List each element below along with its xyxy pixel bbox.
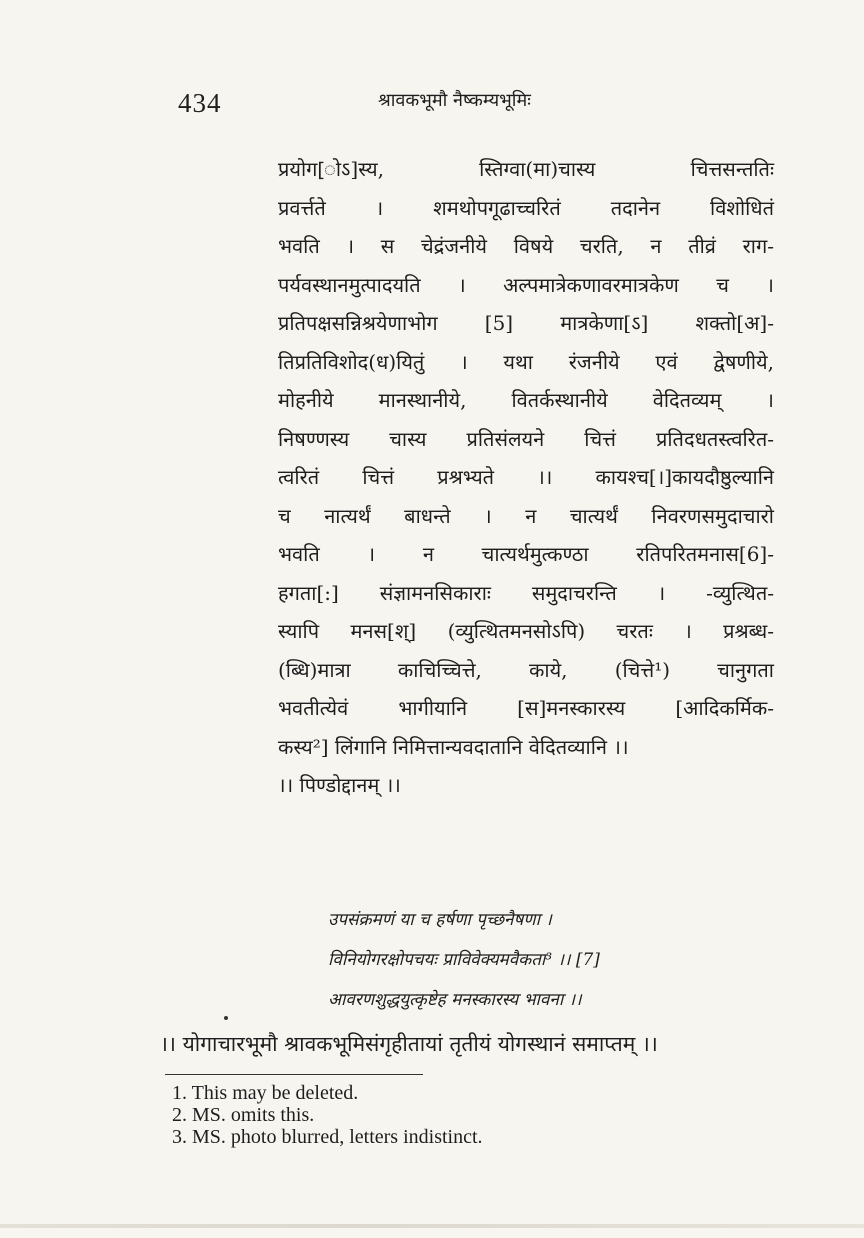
text-line: भवति । स चेद्रंजनीये विषये चरति, न तीव्रं राग- [278, 234, 774, 258]
page-number: 434 [178, 88, 222, 118]
text-line: प्रतिपक्षसन्निश्रयेणाभोग [5] मात्रकेणा[ऽ] शक्तो[अ]- [278, 311, 774, 335]
body-text [278, 150, 774, 805]
text-line: हगता[:] संज्ञामनसिकाराः समुदाचरन्ति । -व्युत्थित- [278, 580, 774, 605]
text-line: भवतीत्येवं भागीयानि [स]मनस्कारस्य [आदिकर्मिक- [278, 696, 774, 720]
running-head: श्रावकभूमौ नैष्कम्यभूमिः [378, 90, 531, 111]
footnote: 2. MS. omits this. [172, 1104, 315, 1126]
text-line: प्रयोग[ोऽ]स्य, स्तिग्वा(मा)चास्य चित्तसन्ततिः [278, 157, 774, 181]
verse-line: उपसंक्रमणं या च हर्षणा पृच्छनैषणा । [328, 910, 552, 930]
text-line: त्वरितं चित्तं प्रश्रभ्यते ।। कायश्च[।]कायदौष्ठुल्यानि [278, 465, 774, 489]
text-line: प्रवर्त्तते । शमथोपगूढाच्चरितं तदानेन विशोधितं [278, 195, 774, 220]
verse-line: आवरणशुद्धयुत्कृष्टेह मनस्कारस्य भावना ।। [328, 990, 582, 1010]
verse-block [328, 900, 708, 1020]
verse-line: विनियोगरक्षोपचयः प्राविवेक्यमवैकता³ ।। [7] [328, 950, 600, 970]
text-line: मोहनीये मानस्थानीये, वितर्कस्थानीये वेदितव्यम् । [278, 388, 774, 412]
footnote: 1. This may be deleted. [172, 1082, 359, 1104]
scan-speck [224, 1016, 228, 1020]
text-line: निषण्णस्य चास्य प्रतिसंलयने चित्तं प्रतिदधतस्त्वरित- [278, 426, 774, 451]
text-line: स्यापि मनस[श्] (व्युत्थितमनसोऽपि) चरतः । प्रश्रब्ध- [278, 619, 774, 643]
colophon: ।। योगाचारभूमौ श्रावकभूमिसंगृहीतायां तृतीयं योगस्थानं समाप्तम् ।। [160, 1032, 658, 1056]
text-line: पर्यवस्थानमुत्पादयति । अल्पमात्रेकणावरमात्रकेण च । [278, 272, 774, 297]
footnote-rule [165, 1074, 423, 1075]
section-heading: ।। पिण्डोद्दानम् ।। [278, 773, 401, 797]
footnote: 3. MS. photo blurred, letters indistinct. [172, 1126, 483, 1148]
text-line: कस्य²] लिंगानि निमित्तान्यवदातानि वेदितव्यानि ।। [278, 734, 629, 759]
footnotes [172, 1082, 483, 1148]
text-line: च नात्यर्थं बाधन्ते । न चात्यर्थं निवरणसमुदाचारो [278, 503, 774, 528]
scan-edge [0, 1224, 864, 1228]
text-line: तिप्रतिविशोद(ध)यितुं । यथा रंजनीये एवं द्वेषणीये, [278, 349, 774, 374]
text-line: (ब्धि)मात्रा काचिच्चित्ते, काये, (चित्ते¹) चानुगता [278, 657, 774, 682]
text-line: भवति । न चात्यर्थमुत्कण्ठा रतिपरितमनास[6]- [278, 542, 774, 566]
